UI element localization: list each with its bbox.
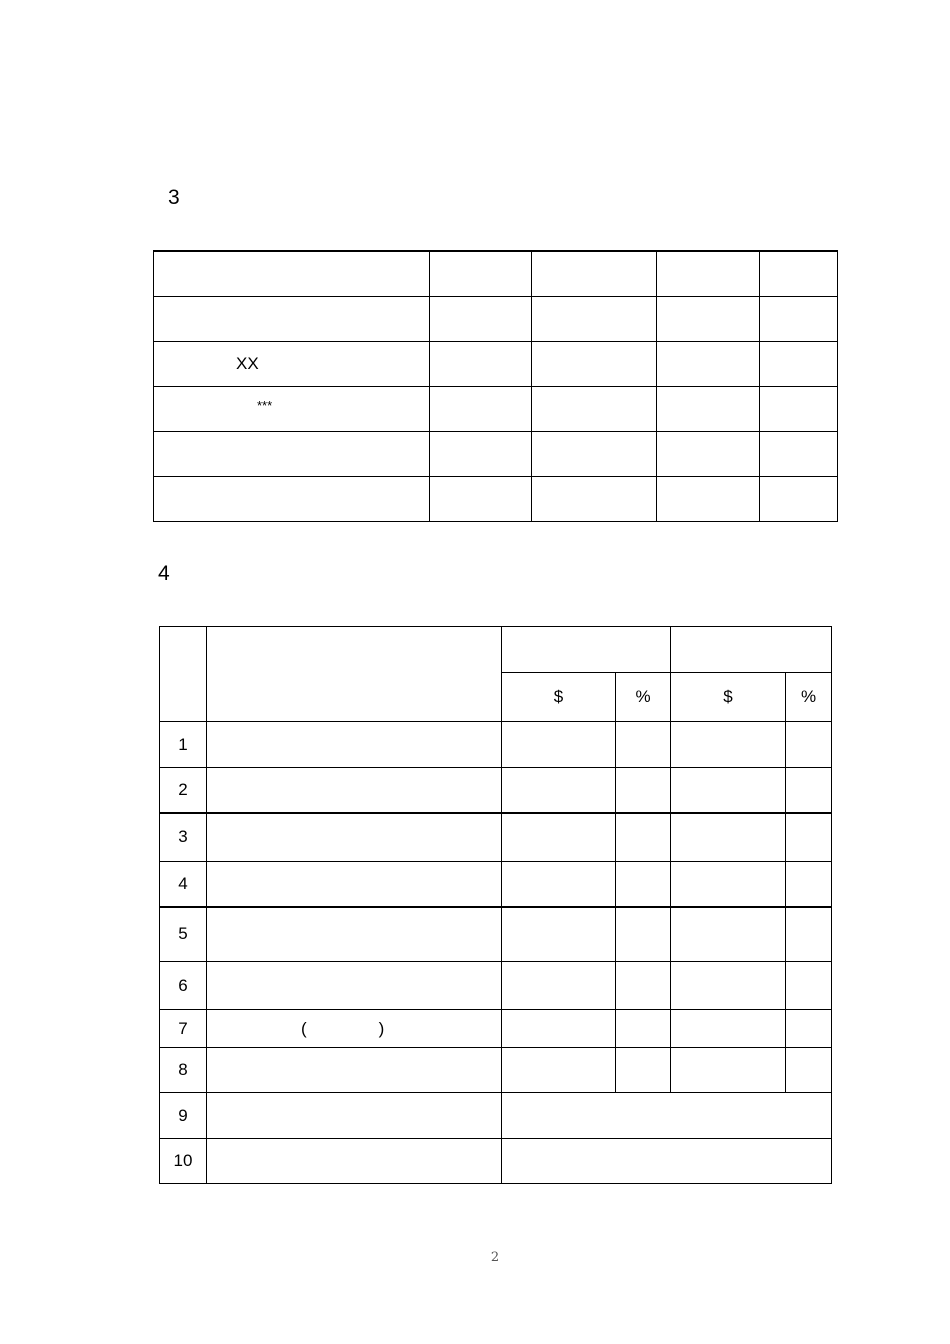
table-cell: [154, 342, 430, 387]
table-cell: [786, 962, 832, 1010]
table-cell: [616, 768, 671, 813]
table-cell: [502, 962, 616, 1010]
unit-percent-2: %: [786, 673, 832, 722]
table-cell: [786, 1010, 832, 1048]
table-cell: [207, 1010, 502, 1048]
table-row: [160, 862, 832, 907]
table-cell: [430, 477, 532, 522]
table-cell: [760, 251, 838, 297]
table-cell: [616, 722, 671, 768]
table-cell: [616, 813, 671, 862]
table-cell: [502, 768, 616, 813]
table-row: [154, 251, 838, 297]
table-cell: [616, 1048, 671, 1093]
page-number: 2: [490, 1250, 500, 1265]
table-cell: [657, 432, 760, 477]
table-cell: [671, 722, 786, 768]
table-cell: [502, 813, 616, 862]
section-3-table: [153, 250, 838, 522]
table-cell: [786, 1048, 832, 1093]
table-row: [154, 342, 838, 387]
table-cell: [154, 387, 430, 432]
unit-dollar-2: $: [671, 673, 786, 722]
table-cell: [786, 768, 832, 813]
table-cell: [657, 342, 760, 387]
table-row: [160, 722, 832, 768]
table-cell: [207, 1093, 502, 1139]
row-number: 3: [160, 813, 207, 862]
table-cell: [760, 432, 838, 477]
table-cell: [671, 1048, 786, 1093]
table-cell: [616, 962, 671, 1010]
table-cell: [671, 862, 786, 907]
section-4-table: [159, 626, 832, 1184]
table-cell: [502, 627, 671, 673]
table-cell: [502, 722, 616, 768]
table-cell: [160, 627, 207, 722]
table-cell: [616, 907, 671, 962]
table-row: [160, 907, 832, 962]
table-cell: [616, 862, 671, 907]
row-number: 9: [160, 1093, 207, 1139]
table-cell: [532, 342, 657, 387]
table-cell: [207, 768, 502, 813]
row-number: 4: [160, 862, 207, 907]
table-cell: [786, 722, 832, 768]
table-row: [160, 1139, 832, 1184]
row-number: 8: [160, 1048, 207, 1093]
table-cell: [657, 387, 760, 432]
table-cell: [207, 722, 502, 768]
table-cell: [786, 907, 832, 962]
table-cell: [671, 907, 786, 962]
table-row: [154, 477, 838, 522]
section-3-number: 3: [168, 186, 180, 209]
table-row: [154, 387, 838, 432]
table-cell: [671, 1010, 786, 1048]
table-cell: [657, 251, 760, 297]
table-cell: [430, 342, 532, 387]
table-cell: [760, 342, 838, 387]
table-cell: [154, 432, 430, 477]
table-row: [160, 1010, 832, 1048]
row-number: 7: [160, 1010, 207, 1048]
table-cell: [430, 432, 532, 477]
table-cell: [430, 297, 532, 342]
table-cell: [154, 251, 430, 297]
row-number: 6: [160, 962, 207, 1010]
table-cell: [786, 862, 832, 907]
table-cell: [532, 477, 657, 522]
table-cell: [207, 907, 502, 962]
table-cell: [154, 297, 430, 342]
table-cell: [657, 297, 760, 342]
row-label-stars: ***: [257, 398, 273, 413]
table-cell: [430, 387, 532, 432]
table-cell: [760, 477, 838, 522]
table-row: [160, 768, 832, 813]
table-row: [160, 813, 832, 862]
table-cell: [786, 813, 832, 862]
table-cell: [671, 627, 832, 673]
row-number: 1: [160, 722, 207, 768]
table-cell: [657, 477, 760, 522]
table-cell: [532, 432, 657, 477]
table-row: [160, 1048, 832, 1093]
table-row: [160, 1093, 832, 1139]
table-cell: [502, 862, 616, 907]
table-cell: [154, 477, 430, 522]
table-cell: [502, 1010, 616, 1048]
row-number: 5: [160, 907, 207, 962]
table-row: [160, 962, 832, 1010]
table-cell: [430, 251, 532, 297]
table-cell: [760, 387, 838, 432]
table-cell: [207, 862, 502, 907]
table-cell: [207, 962, 502, 1010]
table-cell: [502, 1093, 832, 1139]
table-cell: [532, 251, 657, 297]
table-cell: [207, 627, 502, 722]
table-row: [154, 297, 838, 342]
table-cell: [207, 1139, 502, 1184]
table-cell: [502, 907, 616, 962]
table-row: [154, 432, 838, 477]
section-4-number: 4: [158, 562, 170, 585]
table-cell: [207, 1048, 502, 1093]
row-label-xx: XX: [236, 354, 259, 373]
table-cell: [502, 1048, 616, 1093]
table-header-row: [160, 627, 832, 673]
unit-dollar-1: $: [502, 673, 616, 722]
table-cell: [207, 813, 502, 862]
table-cell: [616, 1010, 671, 1048]
table-cell: [671, 813, 786, 862]
table-cell: [532, 387, 657, 432]
paren-open: (: [301, 1018, 307, 1038]
row-number: 2: [160, 768, 207, 813]
table-cell: [760, 297, 838, 342]
table-cell: [671, 768, 786, 813]
table-cell: [532, 297, 657, 342]
row-number: 10: [160, 1139, 207, 1184]
table-cell: [502, 1139, 832, 1184]
unit-percent-1: %: [616, 673, 671, 722]
paren-close: ): [378, 1018, 385, 1038]
table-cell: [671, 962, 786, 1010]
